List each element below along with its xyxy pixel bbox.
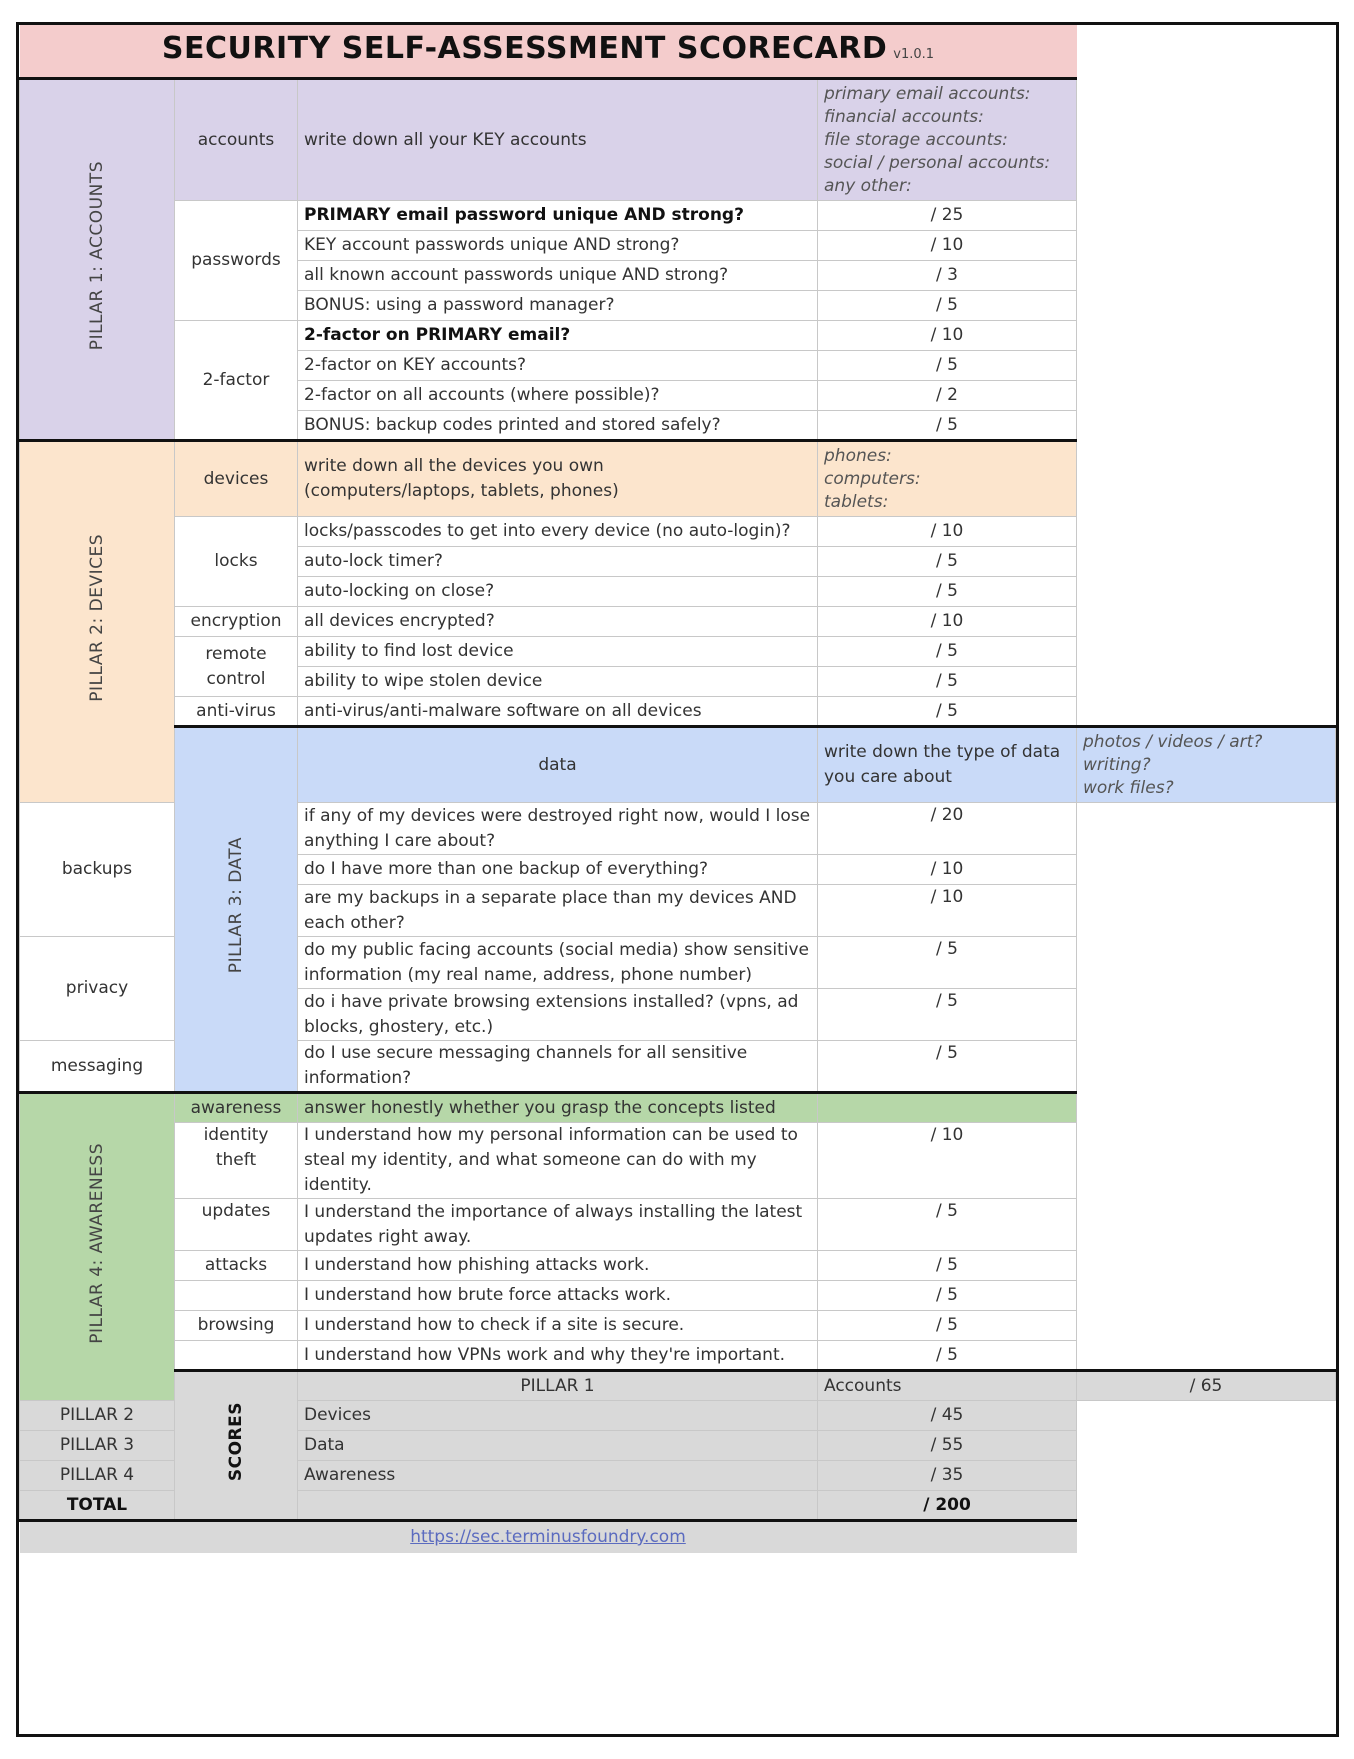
category-locks: locks bbox=[175, 517, 298, 607]
footer-link[interactable]: https://sec.terminusfoundry.com bbox=[410, 1527, 686, 1547]
score-cell[interactable]: / 10 bbox=[818, 885, 1077, 937]
score-name: Accounts bbox=[818, 1371, 1077, 1401]
item-text: KEY account passwords unique AND strong? bbox=[298, 231, 818, 261]
score-total-cell[interactable]: / 65 bbox=[1077, 1371, 1336, 1401]
item-text: auto-locking on close? bbox=[298, 577, 818, 607]
scorecard-sheet bbox=[16, 22, 1339, 1737]
score-total-cell[interactable]: / 45 bbox=[818, 1401, 1077, 1431]
item-text: write down the type of data you care about bbox=[818, 727, 1077, 803]
category-privacy: privacy bbox=[20, 937, 175, 1041]
category-messaging: messaging bbox=[20, 1041, 175, 1093]
item-text: if any of my devices were destroyed right now, would I lose anything I care about? bbox=[298, 803, 818, 855]
score-cell[interactable]: / 5 bbox=[818, 1251, 1077, 1281]
category-anti-virus: anti-virus bbox=[175, 697, 298, 727]
empty-cell bbox=[818, 1093, 1077, 1123]
item-text: anti-virus/anti-malware software on all devices bbox=[298, 697, 818, 727]
category-remote-control: remote control bbox=[175, 637, 298, 697]
score-cell[interactable]: / 5 bbox=[818, 697, 1077, 727]
score-cell[interactable]: / 3 bbox=[818, 261, 1077, 291]
score-cell[interactable]: / 10 bbox=[818, 855, 1077, 885]
category-devices: devices bbox=[175, 441, 298, 517]
score-name: Devices bbox=[298, 1401, 818, 1431]
grand-total-cell[interactable]: / 200 bbox=[818, 1491, 1077, 1521]
category-awareness: awareness bbox=[175, 1093, 298, 1123]
score-cell[interactable]: / 5 bbox=[818, 547, 1077, 577]
pillar-3-label: PILLAR 3: DATA bbox=[175, 727, 298, 1093]
item-text: I understand how to check if a site is secure. bbox=[298, 1311, 818, 1341]
item-text: locks/passcodes to get into every device (no auto-login)? bbox=[298, 517, 818, 547]
score-cell[interactable]: / 5 bbox=[818, 291, 1077, 321]
category-data: data bbox=[298, 727, 818, 803]
score-cell[interactable]: / 2 bbox=[818, 381, 1077, 411]
item-text: write down all your KEY accounts bbox=[298, 79, 818, 201]
score-cell[interactable]: / 5 bbox=[818, 1281, 1077, 1311]
score-cell[interactable]: / 10 bbox=[818, 1123, 1077, 1199]
score-name: Awareness bbox=[298, 1461, 818, 1491]
item-text: write down all the devices you own (computers/laptops, tablets, phones) bbox=[298, 441, 818, 517]
empty-category bbox=[175, 1281, 298, 1311]
score-cell[interactable]: / 20 bbox=[818, 803, 1077, 855]
item-text: BONUS: using a password manager? bbox=[298, 291, 818, 321]
item-text: ability to find lost device bbox=[298, 637, 818, 667]
page-title: SECURITY SELF-ASSESSMENT SCORECARD bbox=[161, 30, 888, 66]
empty-category bbox=[175, 1341, 298, 1371]
score-cell[interactable]: / 5 bbox=[818, 1311, 1077, 1341]
score-cell[interactable]: / 5 bbox=[818, 667, 1077, 697]
category-backups: backups bbox=[20, 803, 175, 937]
score-pillar-3: PILLAR 3 bbox=[20, 1431, 175, 1461]
score-cell[interactable]: / 25 bbox=[818, 201, 1077, 231]
item-text: are my backups in a separate place than my devices AND each other? bbox=[298, 885, 818, 937]
score-total-cell[interactable]: / 55 bbox=[818, 1431, 1077, 1461]
category-passwords: passwords bbox=[175, 201, 298, 321]
item-text: PRIMARY email password unique AND strong? bbox=[298, 201, 818, 231]
item-text: I understand how phishing attacks work. bbox=[298, 1251, 818, 1281]
score-pillar-2: PILLAR 2 bbox=[20, 1401, 175, 1431]
score-cell[interactable]: / 5 bbox=[818, 577, 1077, 607]
pillar-4-label: PILLAR 4: AWARENESS bbox=[20, 1093, 175, 1401]
item-text: BONUS: backup codes printed and stored safely? bbox=[298, 411, 818, 441]
category-updates: updates bbox=[175, 1199, 298, 1251]
item-text: 2-factor on KEY accounts? bbox=[298, 351, 818, 381]
item-text: all known account passwords unique AND strong? bbox=[298, 261, 818, 291]
empty-cell bbox=[298, 1491, 818, 1521]
item-text: I understand how my personal information can be used to steal my identity, and what someone can do with my identity. bbox=[298, 1123, 818, 1199]
score-cell[interactable]: / 5 bbox=[818, 1199, 1077, 1251]
item-text: I understand the importance of always installing the latest updates right away. bbox=[298, 1199, 818, 1251]
score-pillar-4: PILLAR 4 bbox=[20, 1461, 175, 1491]
accounts-hints: primary email accounts: financial accounts: file storage accounts: social / personal accounts: any other: bbox=[818, 79, 1077, 201]
total-label: TOTAL bbox=[20, 1491, 175, 1521]
category-browsing: browsing bbox=[175, 1311, 298, 1341]
score-cell[interactable]: / 10 bbox=[818, 607, 1077, 637]
item-text: 2-factor on all accounts (where possible)? bbox=[298, 381, 818, 411]
scores-label: SCORES bbox=[175, 1371, 298, 1521]
score-cell[interactable]: / 10 bbox=[818, 517, 1077, 547]
category-identity-theft: identity theft bbox=[175, 1123, 298, 1199]
version-label: v1.0.1 bbox=[893, 46, 935, 62]
item-text: ability to wipe stolen device bbox=[298, 667, 818, 697]
item-text: answer honestly whether you grasp the concepts listed bbox=[298, 1093, 818, 1123]
scorecard-table bbox=[19, 25, 1336, 1553]
category-attacks: attacks bbox=[175, 1251, 298, 1281]
item-text: do I use secure messaging channels for all sensitive information? bbox=[298, 1041, 818, 1093]
score-pillar-1: PILLAR 1 bbox=[298, 1371, 818, 1401]
item-text: auto-lock timer? bbox=[298, 547, 818, 577]
category-2-factor: 2-factor bbox=[175, 321, 298, 441]
item-text: I understand how VPNs work and why they're important. bbox=[298, 1341, 818, 1371]
footer-bar bbox=[20, 1521, 1077, 1554]
score-cell[interactable]: / 5 bbox=[818, 989, 1077, 1041]
data-hints: photos / videos / art? writing? work files? bbox=[1077, 727, 1336, 803]
score-cell[interactable]: / 5 bbox=[818, 637, 1077, 667]
item-text: do my public facing accounts (social media) show sensitive information (my real name, address, phone number) bbox=[298, 937, 818, 989]
score-cell[interactable]: / 10 bbox=[818, 321, 1077, 351]
item-text: do I have more than one backup of everything? bbox=[298, 855, 818, 885]
score-cell[interactable]: / 5 bbox=[818, 351, 1077, 381]
item-text: I understand how brute force attacks work. bbox=[298, 1281, 818, 1311]
title-bar bbox=[20, 25, 1077, 79]
score-cell[interactable]: / 5 bbox=[818, 1341, 1077, 1371]
score-cell[interactable]: / 5 bbox=[818, 937, 1077, 989]
devices-hints: phones: computers: tablets: bbox=[818, 441, 1077, 517]
score-name: Data bbox=[298, 1431, 818, 1461]
category-encryption: encryption bbox=[175, 607, 298, 637]
pillar-1-label: PILLAR 1: ACCOUNTS bbox=[20, 79, 175, 441]
item-text: all devices encrypted? bbox=[298, 607, 818, 637]
item-text: do i have private browsing extensions installed? (vpns, ad blocks, ghostery, etc.) bbox=[298, 989, 818, 1041]
score-cell[interactable]: / 5 bbox=[818, 411, 1077, 441]
category-accounts: accounts bbox=[175, 79, 298, 201]
item-text: 2-factor on PRIMARY email? bbox=[298, 321, 818, 351]
score-total-cell[interactable]: / 35 bbox=[818, 1461, 1077, 1491]
pillar-2-label: PILLAR 2: DEVICES bbox=[20, 441, 175, 803]
score-cell[interactable]: / 10 bbox=[818, 231, 1077, 261]
score-cell[interactable]: / 5 bbox=[818, 1041, 1077, 1093]
